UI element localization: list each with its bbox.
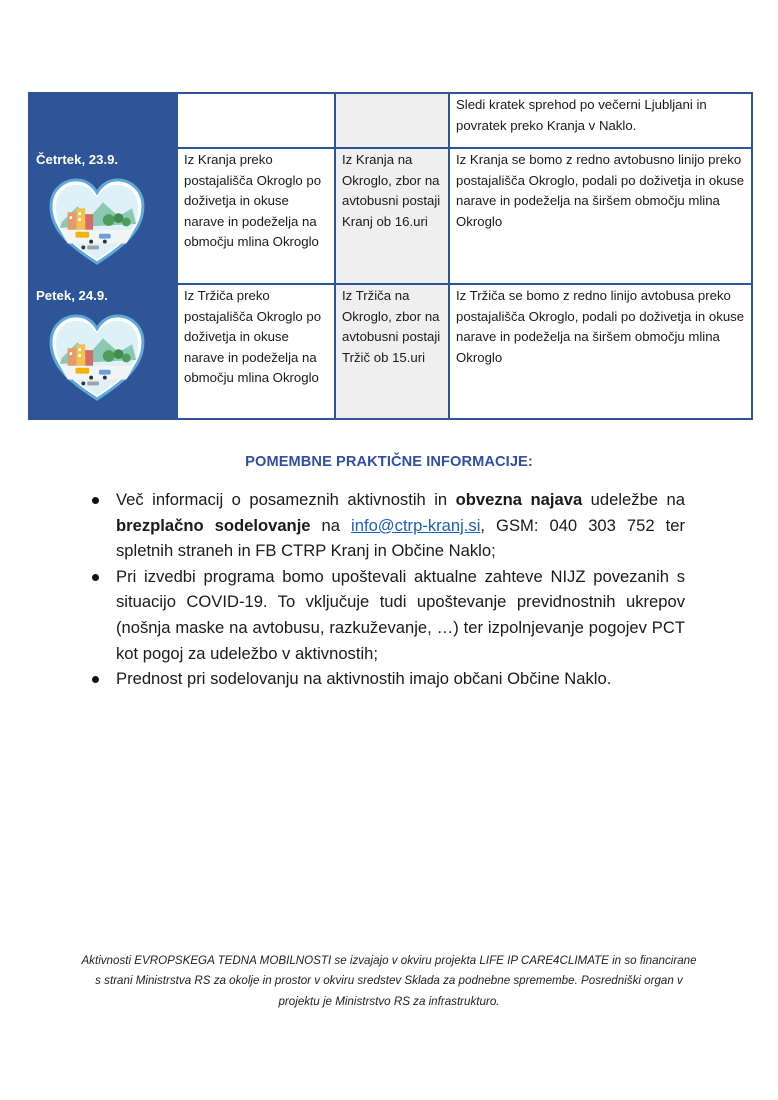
bullet-icon — [92, 676, 99, 683]
day-cell — [29, 93, 177, 148]
text: Prednost pri sodelovanju na aktivnostih imajo občani Občine Naklo. — [116, 669, 612, 689]
meeting-cell: Iz Tržiča na Okroglo, zbor na avtobusni postaji Tržič ob 15.uri — [335, 284, 449, 419]
meeting-cell: Iz Kranja na Okroglo, zbor na avtobusni postaji Kranj ob 16.uri — [335, 148, 449, 284]
bullet-icon — [92, 574, 99, 581]
day-label: Petek, 24.9. — [36, 288, 108, 303]
text: , GSM: 040 303 752 ter spletnih straneh in FB CTRP Kranj in Občine Naklo; — [116, 515, 685, 561]
day-cell — [29, 284, 177, 419]
description-cell: Iz Kranja se bomo z redno avtobusno linijo preko postajališča Okroglo, podali po doživetja in okuse narave in podeželja na širšem območju mlina Okroglo — [449, 148, 752, 284]
text: Več informacij o posameznih aktivnostih in — [116, 490, 456, 509]
text: na — [310, 515, 352, 535]
route-cell: Iz Tržiča preko postajališča Okroglo po doživetja in okuse narave in podeželja na območju mlina Okroglo — [177, 284, 335, 419]
list-item — [90, 666, 685, 692]
route-cell: Iz Kranja preko postajališča Okroglo po doživetja in okuse narave in podeželja na območju mlina Okroglo — [177, 148, 335, 284]
table-row — [29, 93, 752, 148]
table-row — [29, 284, 752, 419]
email-link[interactable]: info@ctrp-kranj.si — [351, 515, 481, 535]
section-heading: POMEMBNE PRAKTIČNE INFORMACIJE: — [245, 454, 533, 470]
bullet-icon — [92, 497, 99, 504]
heart-illustration-icon — [48, 313, 146, 403]
text: Pri izvedbi programa bomo upoštevali aktualne zahteve NIJZ povezanih s situacijo COVID-19. To vključuje tudi upoštevanje previdnostnih ukrepov (nošnja maske na avtobusu, razkuževanje, …) ter izpolnjevanje pogojev PCT kot pogoj za udeležbo v aktivnostih; — [116, 566, 685, 663]
meeting-cell — [335, 93, 449, 148]
heart-illustration-icon — [48, 177, 146, 267]
description-cell: Iz Tržiča se bomo z redno linijo avtobusa preko postajališča Okroglo, podali po doživetja in okuse narave in podeželja na širšem območju mlina Okroglo — [449, 284, 752, 419]
emphasis: obvezna najava — [455, 490, 583, 509]
day-label: Četrtek, 23.9. — [36, 152, 119, 167]
schedule-table — [28, 92, 753, 420]
day-cell — [29, 148, 177, 284]
info-list — [90, 487, 685, 692]
text: udeležbe na — [582, 490, 685, 509]
table-row — [29, 148, 752, 284]
list-item — [90, 564, 685, 666]
description-cell: Sledi kratek sprehod po večerni Ljubljani in povratek preko Kranja v Naklo. — [449, 93, 752, 148]
footer-note: Aktivnosti EVROPSKEGA TEDNA MOBILNOSTI se izvajajo v okviru projekta LIFE IP CARE4CLIMATE in so financirane s strani Ministrstva RS za okolje in prostor v okviru sredstev Sklada za podnebne spremembe. Posredniški organ v projektu je Ministrstvo RS za infrastrukturo. — [81, 954, 697, 1008]
route-cell — [177, 93, 335, 148]
list-item — [90, 487, 685, 564]
emphasis: brezplačno sodelovanje — [116, 515, 311, 535]
